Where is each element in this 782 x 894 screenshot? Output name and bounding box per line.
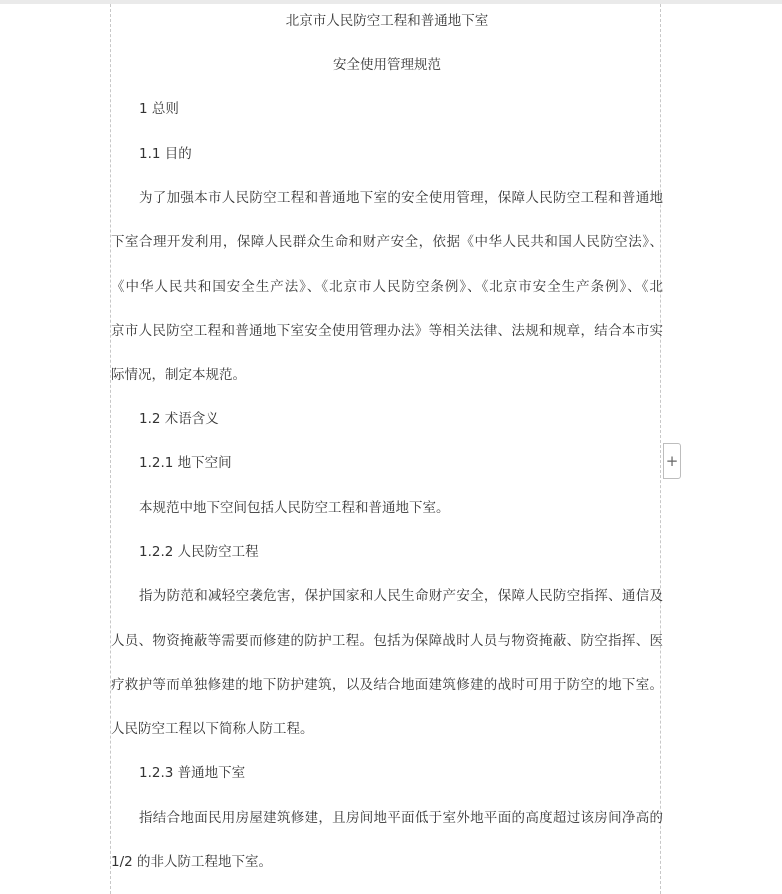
- paragraph-line: 下室合理开发利用，保障人民群众生命和财产安全，依据《中华人民共和国人民防空法》、: [111, 234, 663, 250]
- paragraph-line: 际情况，制定本规范。: [111, 367, 246, 383]
- plus-icon: +: [665, 451, 679, 470]
- add-block-button[interactable]: [663, 443, 681, 479]
- paragraph-line: 《中华人民共和国安全生产法》、《北京市人民防空条例》、《北京市安全生产条例》、《北: [111, 279, 663, 295]
- document-title: 北京市人民防空工程和普通地下室: [285, 13, 489, 29]
- section-heading: 1.2 术语含义: [139, 411, 219, 427]
- paragraph-line: 人员、物资掩蔽等需要而修建的防护工程。包括为保障战时人员与物资掩蔽、防空指挥、医: [111, 633, 663, 649]
- paragraph-line: 为了加强本市人民防空工程和普通地下室的安全使用管理，保障人民防空工程和普通地: [139, 190, 663, 206]
- section-heading: 1 总则: [139, 101, 179, 117]
- section-heading: 1.2.3 普通地下室: [139, 765, 246, 781]
- section-heading: 1.1 目的: [139, 146, 192, 162]
- section-heading: 1.2.1 地下空间: [139, 455, 232, 471]
- paragraph-line: 指为防范和减轻空袭危害，保护国家和人民生命财产安全，保障人民防空指挥、通信及: [139, 588, 663, 604]
- paragraph-line: 1/2 的非人防工程地下室。: [111, 854, 273, 870]
- section-heading: 1.2.2 人民防空工程: [139, 544, 259, 560]
- paragraph-line: 指结合地面民用房屋建筑修建，且房间地平面低于室外地平面的高度超过该房间净高的: [139, 810, 663, 826]
- paragraph-line: 疗救护等而单独修建的地下防护建筑，以及结合地面建筑修建的战时可用于防空的地下室。: [111, 677, 663, 693]
- paragraph-line: 人民防空工程以下简称人防工程。: [111, 721, 314, 737]
- document-subtitle: 安全使用管理规范: [333, 57, 441, 73]
- paragraph-line: 本规范中地下空间包括人民防空工程和普通地下室。: [139, 500, 450, 516]
- document-page: [110, 4, 661, 894]
- paragraph-line: 京市人民防空工程和普通地下室安全使用管理办法》等相关法律、法规和规章，结合本市实: [111, 323, 663, 339]
